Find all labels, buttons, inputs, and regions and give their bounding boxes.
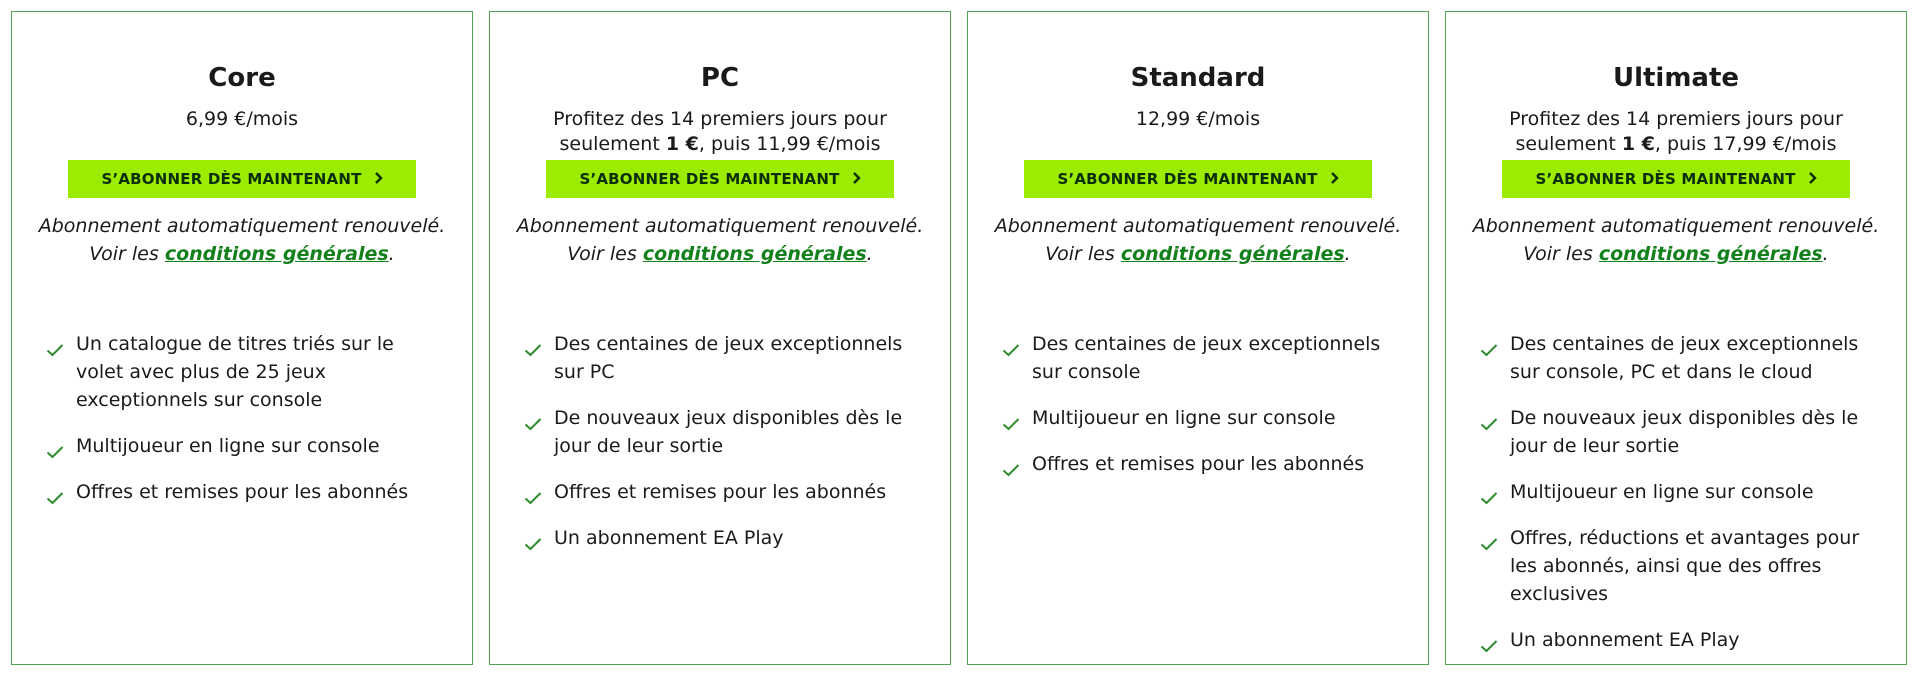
subscribe-button[interactable] [1024, 160, 1372, 198]
chevron-right-icon [1330, 170, 1339, 188]
feature-item [1002, 450, 1402, 478]
feature-text: Des centaines de jeux exceptionnels sur PC [554, 333, 903, 383]
feature-item [1480, 404, 1880, 460]
price-text: seulement [1515, 133, 1622, 155]
plan-name: PC [700, 63, 740, 93]
renewal-text: Abonnement automatiquement renouvelé. [1472, 215, 1880, 237]
renewal-notice [978, 212, 1418, 268]
plan-name: Core [208, 63, 276, 93]
renewal-notice [500, 212, 940, 268]
feature-text: Multijoueur en ligne sur console [1510, 481, 1814, 503]
checkmark-icon [1480, 485, 1498, 499]
chevron-right-icon [852, 170, 861, 188]
feature-item [46, 478, 446, 506]
checkmark-icon [524, 485, 542, 499]
renewal-terms-line [500, 240, 940, 268]
feature-item [1480, 330, 1880, 386]
checkmark-icon [1002, 457, 1020, 471]
feature-text: Offres et remises pour les abonnés [554, 481, 887, 503]
renewal-text: Abonnement automatiquement renouvelé. [994, 215, 1402, 237]
subscribe-button-label: S’ABONNER DÈS MAINTENANT [1535, 170, 1796, 188]
renewal-terms-line [978, 240, 1418, 268]
feature-item [1480, 478, 1880, 506]
feature-text: Offres et remises pour les abonnés [76, 481, 409, 503]
checkmark-icon [1480, 531, 1498, 545]
renewal-text: Abonnement automatiquement renouvelé. [516, 215, 924, 237]
plan-card-standard [967, 11, 1429, 665]
plan-card-ultimate [1445, 11, 1907, 665]
renewal-terms-line [22, 240, 462, 268]
feature-item [46, 330, 446, 414]
renewal-suffix: . [388, 243, 395, 265]
price-text: , puis 11,99 €/mois [698, 133, 881, 155]
terms-link[interactable]: conditions générales [642, 243, 867, 265]
price-highlight: 1 € [665, 133, 699, 155]
renewal-terms-line [1456, 240, 1896, 268]
renewal-prefix: Voir les [1045, 243, 1121, 265]
feature-text: Offres, réductions et avantages pour les abonnés, ainsi que des offres exclusives [1510, 527, 1860, 605]
feature-text: De nouveaux jeux disponibles dès le jour de leur sortie [554, 407, 903, 457]
feature-list [524, 330, 924, 570]
feature-item [524, 524, 924, 552]
plan-name: Standard [1130, 63, 1266, 93]
plan-card-core [11, 11, 473, 665]
feature-list [1002, 330, 1402, 496]
feature-item [524, 404, 924, 460]
price-text: Profitez des 14 premiers jours pour [1509, 108, 1843, 130]
feature-item [1002, 330, 1402, 386]
chevron-right-icon [1808, 170, 1817, 188]
feature-item [1002, 404, 1402, 432]
price-text: 12,99 €/mois [1135, 108, 1261, 130]
price-line [1456, 107, 1896, 132]
feature-item [524, 330, 924, 386]
feature-text: Multijoueur en ligne sur console [76, 435, 380, 457]
feature-text: Un catalogue de titres triés sur le volet avec plus de 25 jeux exceptionnels sur console [76, 333, 394, 411]
feature-item [524, 478, 924, 506]
plan-price [978, 107, 1418, 132]
checkmark-icon [1480, 411, 1498, 425]
renewal-prefix: Voir les [567, 243, 643, 265]
renewal-suffix: . [1822, 243, 1829, 265]
checkmark-icon [1480, 633, 1498, 647]
renewal-text: Abonnement automatiquement renouvelé. [38, 215, 446, 237]
price-highlight: 1 € [1621, 133, 1655, 155]
feature-text: Un abonnement EA Play [1510, 629, 1740, 651]
terms-link[interactable]: conditions générales [1598, 243, 1823, 265]
plan-name: Ultimate [1612, 63, 1740, 93]
checkmark-icon [1002, 337, 1020, 351]
renewal-suffix: . [1344, 243, 1351, 265]
subscribe-button[interactable] [1502, 160, 1850, 198]
price-line [500, 132, 940, 157]
price-text: seulement [559, 133, 666, 155]
renewal-suffix: . [866, 243, 873, 265]
plan-card-pc [489, 11, 951, 665]
feature-text: Un abonnement EA Play [554, 527, 784, 549]
price-line [978, 107, 1418, 132]
checkmark-icon [1002, 411, 1020, 425]
checkmark-icon [524, 531, 542, 545]
feature-list [1480, 330, 1880, 672]
renewal-notice [22, 212, 462, 268]
plan-price [1456, 107, 1896, 157]
checkmark-icon [1480, 337, 1498, 351]
checkmark-icon [46, 439, 64, 453]
checkmark-icon [46, 485, 64, 499]
renewal-prefix: Voir les [89, 243, 165, 265]
feature-text: Des centaines de jeux exceptionnels sur console, PC et dans le cloud [1510, 333, 1859, 383]
price-line [500, 107, 940, 132]
feature-list [46, 330, 446, 524]
subscribe-button[interactable] [546, 160, 894, 198]
subscribe-button-label: S’ABONNER DÈS MAINTENANT [579, 170, 840, 188]
feature-item [1480, 524, 1880, 608]
checkmark-icon [524, 411, 542, 425]
subscribe-button[interactable] [68, 160, 416, 198]
price-text: 6,99 €/mois [185, 108, 299, 130]
feature-item [46, 432, 446, 460]
feature-text: Des centaines de jeux exceptionnels sur console [1032, 333, 1381, 383]
price-line [22, 107, 462, 132]
subscribe-button-label: S’ABONNER DÈS MAINTENANT [101, 170, 362, 188]
plan-price [500, 107, 940, 157]
plan-price [22, 107, 462, 132]
subscribe-button-label: S’ABONNER DÈS MAINTENANT [1057, 170, 1318, 188]
price-text: Profitez des 14 premiers jours pour [553, 108, 887, 130]
chevron-right-icon [374, 170, 383, 188]
checkmark-icon [524, 337, 542, 351]
terms-link[interactable]: conditions générales [1120, 243, 1345, 265]
terms-link[interactable]: conditions générales [164, 243, 389, 265]
price-text: , puis 17,99 €/mois [1654, 133, 1837, 155]
feature-text: De nouveaux jeux disponibles dès le jour de leur sortie [1510, 407, 1859, 457]
renewal-prefix: Voir les [1523, 243, 1599, 265]
feature-item [1480, 626, 1880, 654]
feature-text: Multijoueur en ligne sur console [1032, 407, 1336, 429]
price-line [1456, 132, 1896, 157]
feature-text: Offres et remises pour les abonnés [1032, 453, 1365, 475]
renewal-notice [1456, 212, 1896, 268]
checkmark-icon [46, 337, 64, 351]
